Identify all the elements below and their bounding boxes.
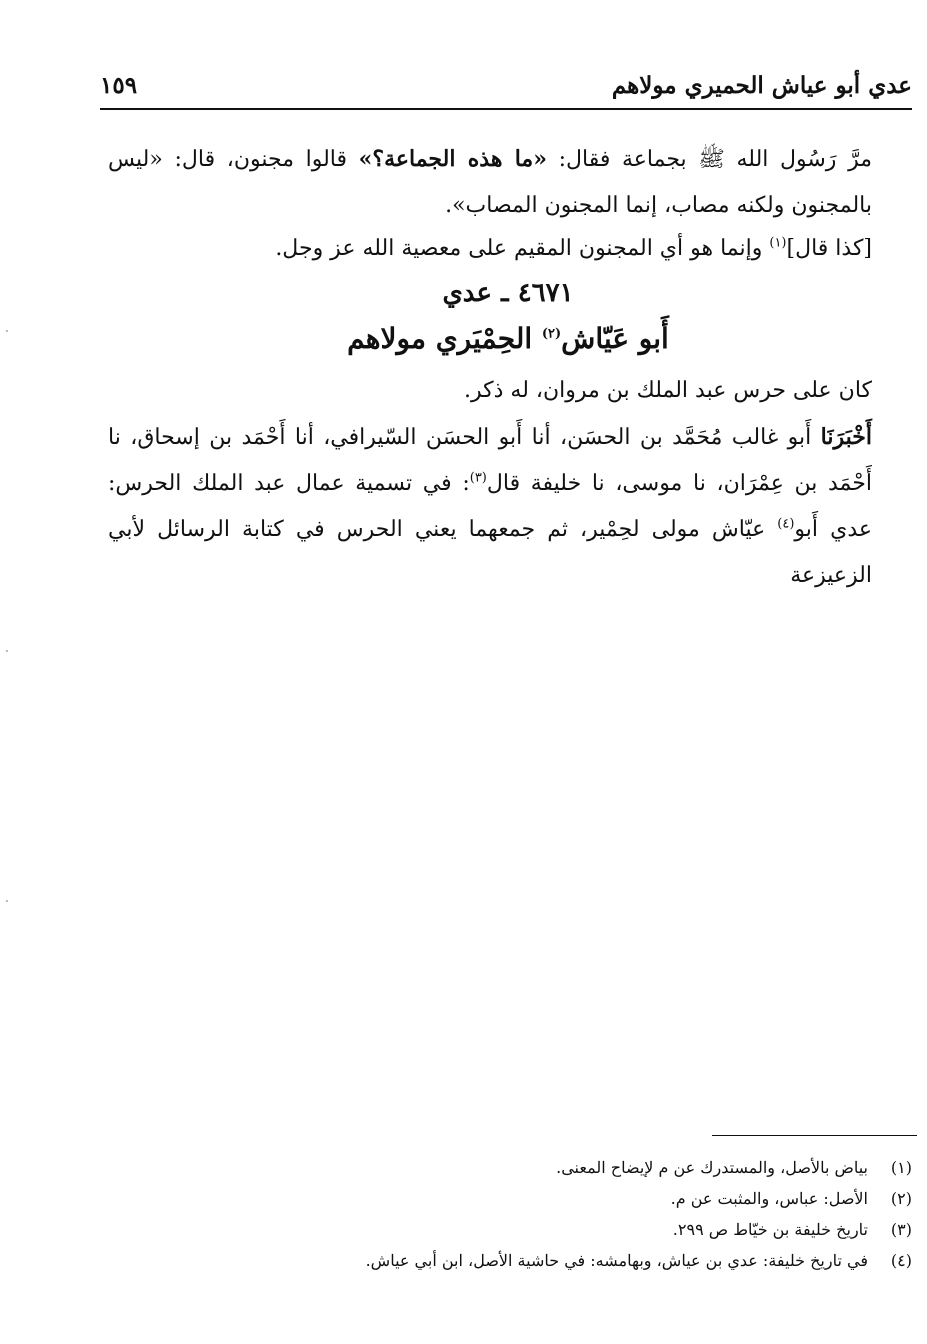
footnote-ref-4: (٤) [777, 516, 795, 532]
footnotes [300, 1152, 912, 1276]
footnote-item [300, 1214, 912, 1245]
footnote-number: (١) [890, 1158, 912, 1177]
footnote-rule [712, 1135, 917, 1136]
isnad-text-2: : في تسمية عمال عبد الملك الحرس: عدي أَبو [108, 471, 872, 542]
footnote-text: بياض بالأصل، والمستدرك عن م لإيضاح المعنى. [556, 1158, 868, 1177]
paragraph-comment [108, 226, 908, 272]
paragraph-biography [108, 368, 908, 414]
entry-name [108, 322, 908, 355]
hadith-quote: «ما هذه الجماعة؟» [358, 146, 547, 172]
page-header [100, 72, 912, 106]
hadith-text-1: مرَّ رَسُول الله ﷺ بجماعة فقال: [546, 147, 872, 172]
scan-edge-mark [6, 900, 8, 902]
entry-name-part2: الحِمْيَري مولاهم [347, 322, 542, 355]
paragraph-isnad [108, 414, 908, 599]
page-number: ١٥٩ [100, 72, 138, 99]
comment-rest: وإنما هو أي المجنون المقيم على معصية الله عز وجل. [275, 236, 770, 261]
footnote-item [300, 1183, 912, 1214]
isnad-text-1: أَبو غالب مُحَمَّد بن الحسَن، أنا أَبو الحسَن السّيرافي، أنا أَحْمَد بن إسحاق، نا أَحْمَد بن عِمْرَان، نا موسى، نا خليفة قال [108, 425, 872, 496]
footnote-ref-1: (١) [769, 235, 787, 251]
footnote-item [300, 1245, 912, 1276]
footnote-text: الأصل: عباس، والمثبت عن م. [670, 1189, 868, 1208]
entry-number: ٤٦٧١ ـ عدي [442, 278, 574, 308]
biography-text: كان على حرس عبد الملك بن مروان، له ذكر. [464, 378, 872, 403]
footnote-number: (٤) [890, 1251, 912, 1270]
footnote-number: (٢) [890, 1189, 912, 1208]
akhbarana-word: أَخْبَرَنَا [820, 424, 872, 450]
footnote-item [300, 1152, 912, 1183]
footnote-ref-2: (٢) [541, 326, 562, 342]
footnote-number: (٣) [890, 1220, 912, 1239]
paragraph-hadith [108, 136, 908, 229]
footnote-text: تاريخ خليفة بن خيّاط ص ٢٩٩. [672, 1220, 868, 1239]
header-rule [100, 108, 912, 110]
scan-edge-mark [6, 650, 8, 652]
footnote-ref-3: (٣) [469, 470, 487, 486]
comment-text: [كذا قال] [786, 236, 872, 261]
hadith-text-2: قالوا مجنون، قال: «ليس بالمجنون ولكنه مصاب، إنما المجنون المصاب». [108, 147, 872, 218]
footnote-text: في تاريخ خليفة: عدي بن عياش، وبهامشه: في حاشية الأصل، ابن أبي عياش. [365, 1251, 868, 1270]
entry-name-part1: أَبو عَيّاش [561, 322, 669, 355]
scan-edge-mark [6, 330, 8, 332]
isnad-text-3: عيّاش مولى لحِمْير، ثم جمعهما يعني الحرس في كتابة الرسائل لأبي الزعيزعة [108, 517, 872, 588]
running-title: عدي أبو عياش الحميري مولاهم [611, 72, 912, 99]
